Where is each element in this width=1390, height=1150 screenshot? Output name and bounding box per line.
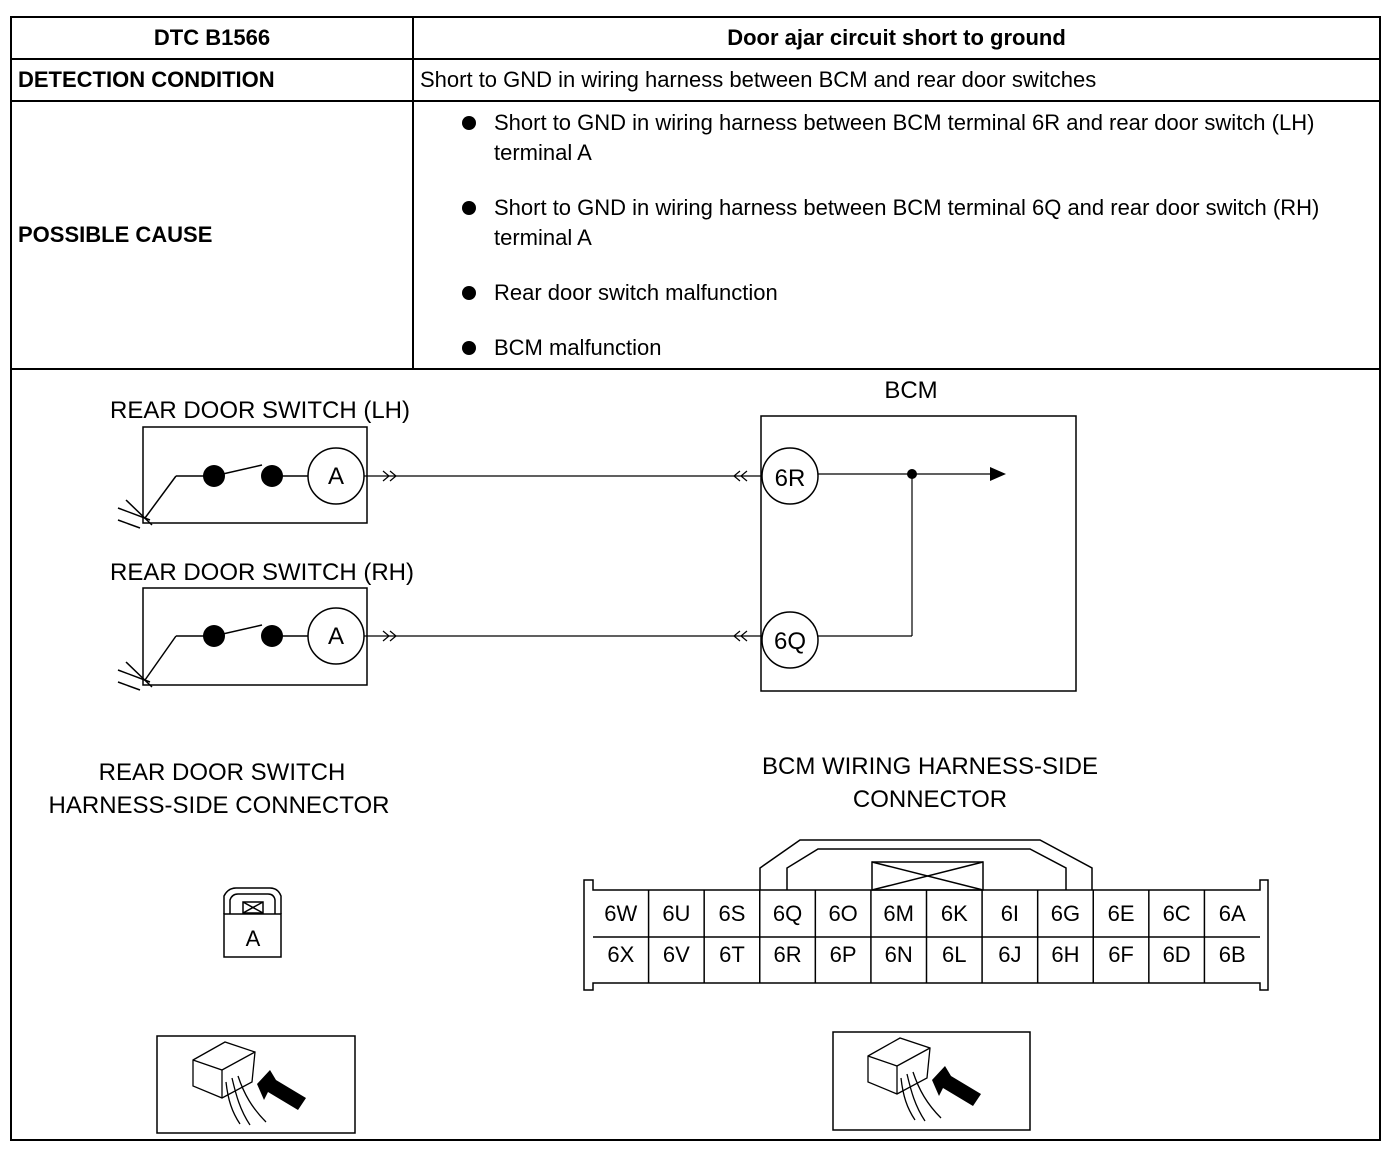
- bcm-connector-view-icon: [833, 1032, 1030, 1130]
- bcm-connector-title-2: CONNECTOR: [852, 786, 1008, 813]
- door-connector-title-2: HARNESS-SIDE CONNECTOR: [48, 792, 390, 819]
- bcm-pin-label: 6R: [773, 942, 802, 967]
- dtc-description: Door ajar circuit short to ground: [413, 17, 1380, 59]
- rh-switch-contact-icon: [261, 625, 283, 647]
- bcm-6r-label: 6R: [774, 465, 806, 492]
- bcm-pin-label: 6X: [607, 942, 635, 967]
- cause-item: BCM malfunction: [494, 333, 1373, 363]
- bcm-pin-label: 6L: [942, 942, 967, 967]
- cause-label: POSSIBLE CAUSE: [11, 101, 413, 369]
- door-connector-view-icon: [157, 1036, 355, 1133]
- bcm-connector-title-1: BCM WIRING HARNESS-SIDE: [761, 753, 1099, 780]
- bcm-pin-label: 6J: [998, 942, 1022, 967]
- bcm-pin-label: 6D: [1162, 942, 1191, 967]
- door-connector-pin-label: A: [245, 926, 261, 951]
- bcm-pin-label: 6S: [718, 901, 746, 926]
- cause-item: Short to GND in wiring harness between BCM terminal 6Q and rear door switch (RH) terminal A: [494, 193, 1373, 253]
- cause-item: Rear door switch malfunction: [494, 278, 1373, 308]
- bcm-pin-label: 6U: [662, 901, 691, 926]
- rh-switch-label: REAR DOOR SWITCH (RH): [110, 559, 414, 586]
- junction-dot: [907, 469, 917, 479]
- door-connector-title-1: REAR DOOR SWITCH: [98, 759, 346, 786]
- bcm-pin-label: 6O: [828, 901, 858, 926]
- dtc-code: DTC B1566: [11, 17, 413, 59]
- bcm-pin-label: 6C: [1162, 901, 1191, 926]
- bcm-pin-label: 6A: [1218, 901, 1246, 926]
- bcm-6q-label: 6Q: [773, 628, 807, 655]
- bcm-pin-label: 6Q: [772, 901, 803, 926]
- bcm-pin-label: 6T: [719, 942, 745, 967]
- lh-terminal-label: A: [327, 463, 345, 490]
- bcm-pin-label: 6E: [1107, 901, 1135, 926]
- lh-switch-contact-icon: [261, 465, 283, 487]
- detection-text: Short to GND in wiring harness between BCM and rear door switches: [413, 59, 1380, 101]
- bcm-pin-label: 6P: [829, 942, 857, 967]
- bcm-pin-label: 6G: [1050, 901, 1081, 926]
- bcm-pin-label: 6H: [1051, 942, 1080, 967]
- bcm-pin-label: 6M: [883, 901, 914, 926]
- bcm-pin-label: 6V: [662, 942, 690, 967]
- lh-switch-contact-icon: [203, 465, 225, 487]
- bcm-pin-label: 6N: [884, 942, 913, 967]
- bcm-pin-label: 6I: [1000, 901, 1020, 926]
- detection-label: DETECTION CONDITION: [11, 59, 413, 101]
- bcm-pin-grid: [604, 901, 1246, 967]
- bcm-pin-label: 6K: [940, 901, 968, 926]
- bcm-pin-label: 6F: [1108, 942, 1134, 967]
- rh-terminal-label: A: [327, 623, 345, 650]
- arrow-right-icon: [990, 467, 1006, 481]
- bcm-pin-label: 6W: [604, 901, 638, 926]
- bcm-label: BCM: [884, 377, 938, 404]
- lh-switch-label: REAR DOOR SWITCH (LH): [110, 397, 410, 424]
- rh-switch-contact-icon: [203, 625, 225, 647]
- bcm-pin-label: 6B: [1218, 942, 1246, 967]
- cause-item: Short to GND in wiring harness between BCM terminal 6R and rear door switch (LH) terminal A: [494, 108, 1373, 168]
- wires: [364, 471, 990, 641]
